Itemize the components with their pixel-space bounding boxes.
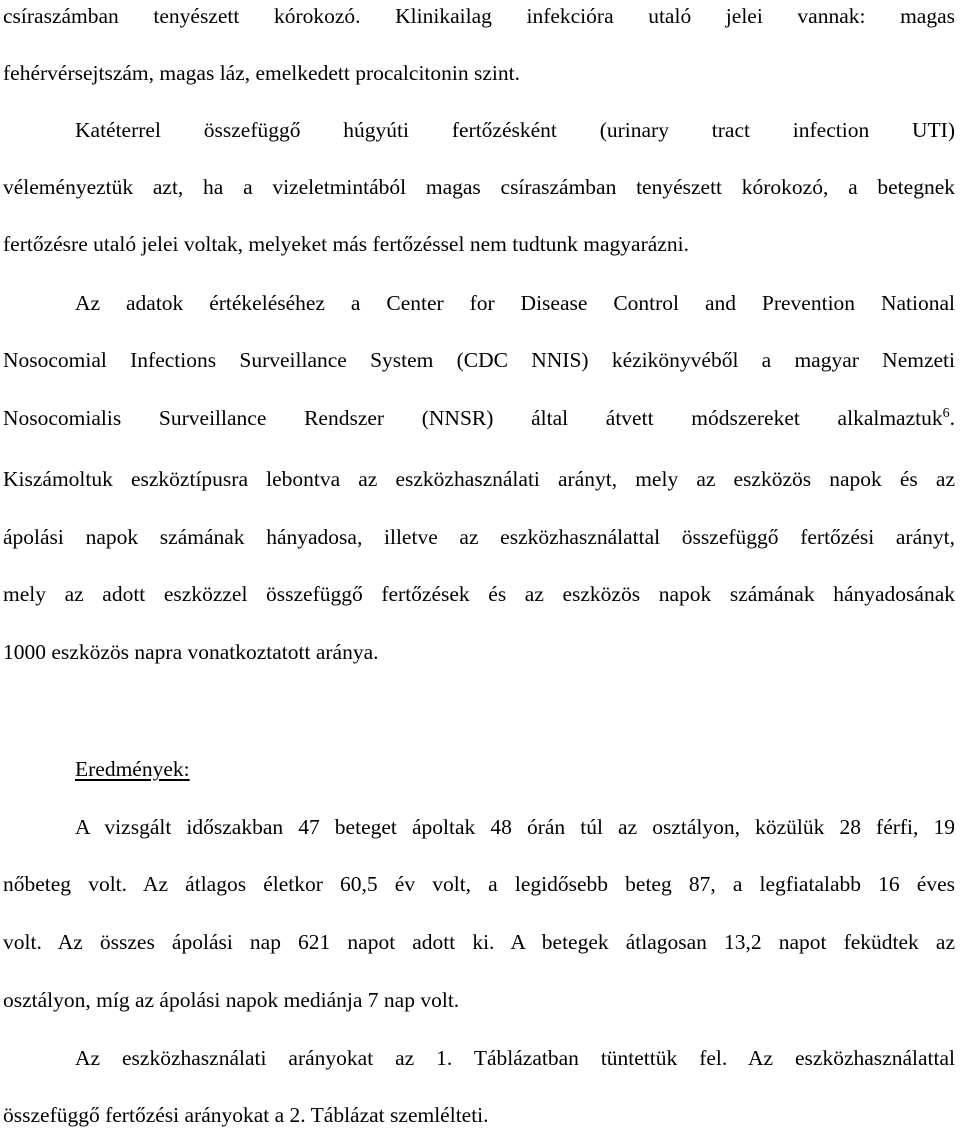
text-line: A vizsgált időszakban 47 beteget ápoltak 48 órán túl az osztályon, közülük 28 férfi, 19	[75, 815, 955, 839]
heading-colon: :	[183, 757, 190, 781]
text-line: csíraszámban tenyészett kórokozó. Klinikailag infekcióra utaló jelei vannak: magas	[3, 4, 955, 28]
text-line: nőbeteg volt. Az átlagos életkor 60,5 év volt, a legidősebb beteg 87, a legfiatalabb 16 éves	[3, 872, 955, 896]
results-heading: Eredmények	[75, 757, 184, 781]
text-line: összefüggő fertőzési arányokat a 2. Táblázat szemlélteti.	[3, 1103, 489, 1127]
section-heading	[3, 755, 955, 783]
text-line-with-reference	[3, 404, 955, 432]
text-line: osztályon, míg az ápolási napok mediánja 7 nap volt.	[3, 988, 460, 1012]
text-line: Kiszámoltuk eszköztípusra lebontva az eszközhasználati arányt, mely az eszközös napok és az	[3, 467, 955, 491]
text-line: Az adatok értékeléséhez a Center for Disease Control and Prevention National	[75, 291, 955, 315]
text-segment: .	[949, 406, 955, 430]
reference-superscript: 6	[942, 406, 950, 421]
text-line: Az eszközhasználati arányokat az 1. Táblázatban tüntettük fel. Az eszközhasználattal	[75, 1046, 955, 1070]
text-line: Katéterrel összefüggő húgyúti fertőzésként (urinary tract infection UTI)	[75, 118, 955, 142]
text-line: ápolási napok számának hányadosa, illetve az eszközhasználattal összefüggő fertőzési arányt,	[3, 525, 955, 549]
text-segment: Nosocomialis Surveillance Rendszer (NNSR) által átvett módszereket alkalmaztuk	[3, 406, 943, 430]
text-line: fehérvérsejtszám, magas láz, emelkedett procalcitonin szint.	[3, 61, 520, 85]
text-line: mely az adott eszközzel összefüggő fertőzések és az eszközös napok számának hányadosának	[3, 582, 955, 606]
text-line: véleményeztük azt, ha a vizeletmintából magas csíraszámban tenyészett kórokozó, a betegnek	[3, 175, 955, 199]
text-line: volt. Az összes ápolási nap 621 napot adott ki. A betegek átlagosan 13,2 napot feküdtek az	[3, 930, 955, 954]
text-line: Nosocomial Infections Surveillance System (CDC NNIS) kézikönyvéből a magyar Nemzeti	[3, 348, 955, 372]
text-line: 1000 eszközös napra vonatkoztatott aránya.	[3, 640, 379, 664]
text-line: fertőzésre utaló jelei voltak, melyeket más fertőzéssel nem tudtunk magyarázni.	[3, 232, 689, 256]
